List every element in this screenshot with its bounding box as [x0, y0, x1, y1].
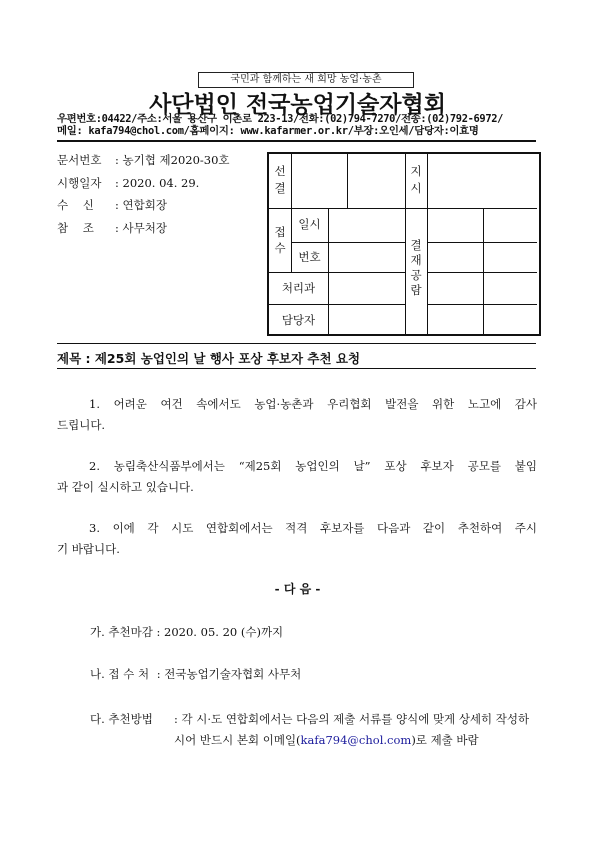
approval-line — [347, 154, 348, 208]
org-name: 사단법인 전국농업기술자협회 — [149, 92, 446, 118]
paragraph-2 — [57, 456, 537, 498]
paragraph-line: 과 같이 실시하고 있습니다. — [57, 480, 194, 494]
label-jeopsu: 접 수 — [274, 225, 286, 255]
slogan-box: 국민과 함께하는 새 희망 농업·농촌 — [198, 72, 414, 88]
item-value: : 2020. 05. 20 (수)까지 — [156, 625, 284, 639]
paragraph-line: 3. 이에 각 시도 연합회에서는 적격 후보자를 다음과 같이 추천하여 주시 — [89, 521, 537, 535]
label-cheorigwa: 처리과 — [281, 281, 316, 295]
approval-line — [427, 304, 537, 305]
header-rule — [57, 140, 536, 142]
meta-row-date — [57, 173, 230, 196]
paragraph-line: 기 바랍니다. — [57, 542, 120, 556]
label-ilsi: 일시 — [298, 217, 321, 231]
item-reception — [90, 664, 301, 685]
meta-row-recipient — [57, 195, 230, 218]
approval-line — [427, 242, 537, 243]
label-beonho: 번호 — [298, 250, 321, 264]
meta-label: 시행일자 — [57, 175, 102, 190]
item-value-text: )로 제출 바람 — [411, 733, 479, 747]
section-title: - 다 음 - — [274, 582, 321, 596]
subject-rule-bottom — [57, 368, 536, 369]
approval-line — [328, 208, 329, 334]
label-gyeoljae: 결 재 공 람 — [410, 238, 422, 297]
approval-line — [483, 208, 484, 334]
subject-rule-top — [57, 343, 536, 344]
contact-line-1: 우편번호:04422/주소:서울 용산구 이촌로 223-13/전화:(02)794-7270/전송:(02)792-6972/ — [57, 113, 504, 125]
subject-line: 제목 : 제25회 농업인의 날 행사 포상 후보자 추천 요청 — [57, 351, 361, 366]
meta-row-doc-number — [57, 150, 230, 173]
approval-box — [267, 152, 541, 336]
item-label: 다. 추천방법 — [90, 712, 153, 726]
meta-value: : 농기협 제2020-30호 — [115, 153, 230, 167]
meta-label: 참 조 — [57, 220, 94, 235]
meta-label: 문서번호 — [57, 153, 102, 167]
label-jisi: 지 시 — [410, 164, 422, 195]
meta-value: : 연합회장 — [115, 198, 167, 212]
approval-line — [269, 208, 537, 209]
contact-line-2: 메일: kafa794@chol.com/홈페이지: www.kafarmer.or.kr/부장:오인세/담당자:이효명 — [57, 125, 479, 137]
document-meta — [57, 150, 230, 240]
approval-line — [269, 304, 405, 305]
meta-row-reference — [57, 218, 230, 241]
label-damdangja: 담당자 — [281, 313, 316, 327]
approval-line — [269, 272, 405, 273]
item-value — [174, 709, 538, 751]
approval-line — [427, 154, 428, 334]
item-label: 나. 접 수 처 — [90, 667, 150, 681]
item-value: : 전국농업기술자협회 사무처 — [156, 667, 302, 681]
paragraph-3 — [57, 518, 537, 560]
label-seongyeol: 선 결 — [274, 164, 286, 195]
paragraph-line: 1. 어려운 여건 속에서도 농업·농촌과 우리협회 발전을 위한 노고에 감사 — [89, 397, 537, 411]
email-link[interactable]: kafa794@chol.com — [300, 733, 412, 747]
approval-line — [427, 272, 537, 273]
paragraph-line: 드립니다. — [57, 418, 106, 432]
item-value-text: : 각 시·도 연합회에서는 다음의 제출 서류를 양식에 맞게 상세히 작성하시어 반드시 본회 이메일( — [174, 712, 530, 747]
meta-label: 수 신 — [57, 198, 94, 212]
meta-value: : 2020. 04. 29. — [115, 175, 200, 190]
meta-value: : 사무처장 — [115, 220, 167, 235]
paragraph-line: 2. 농림축산식품부에서는 “제25회 농업인의 날” 포상 후보자 공모를 붙임 — [89, 459, 537, 473]
item-deadline — [90, 622, 283, 643]
paragraph-1 — [57, 394, 537, 436]
item-label: 가. 추천마감 — [90, 625, 153, 639]
approval-line — [291, 242, 405, 243]
